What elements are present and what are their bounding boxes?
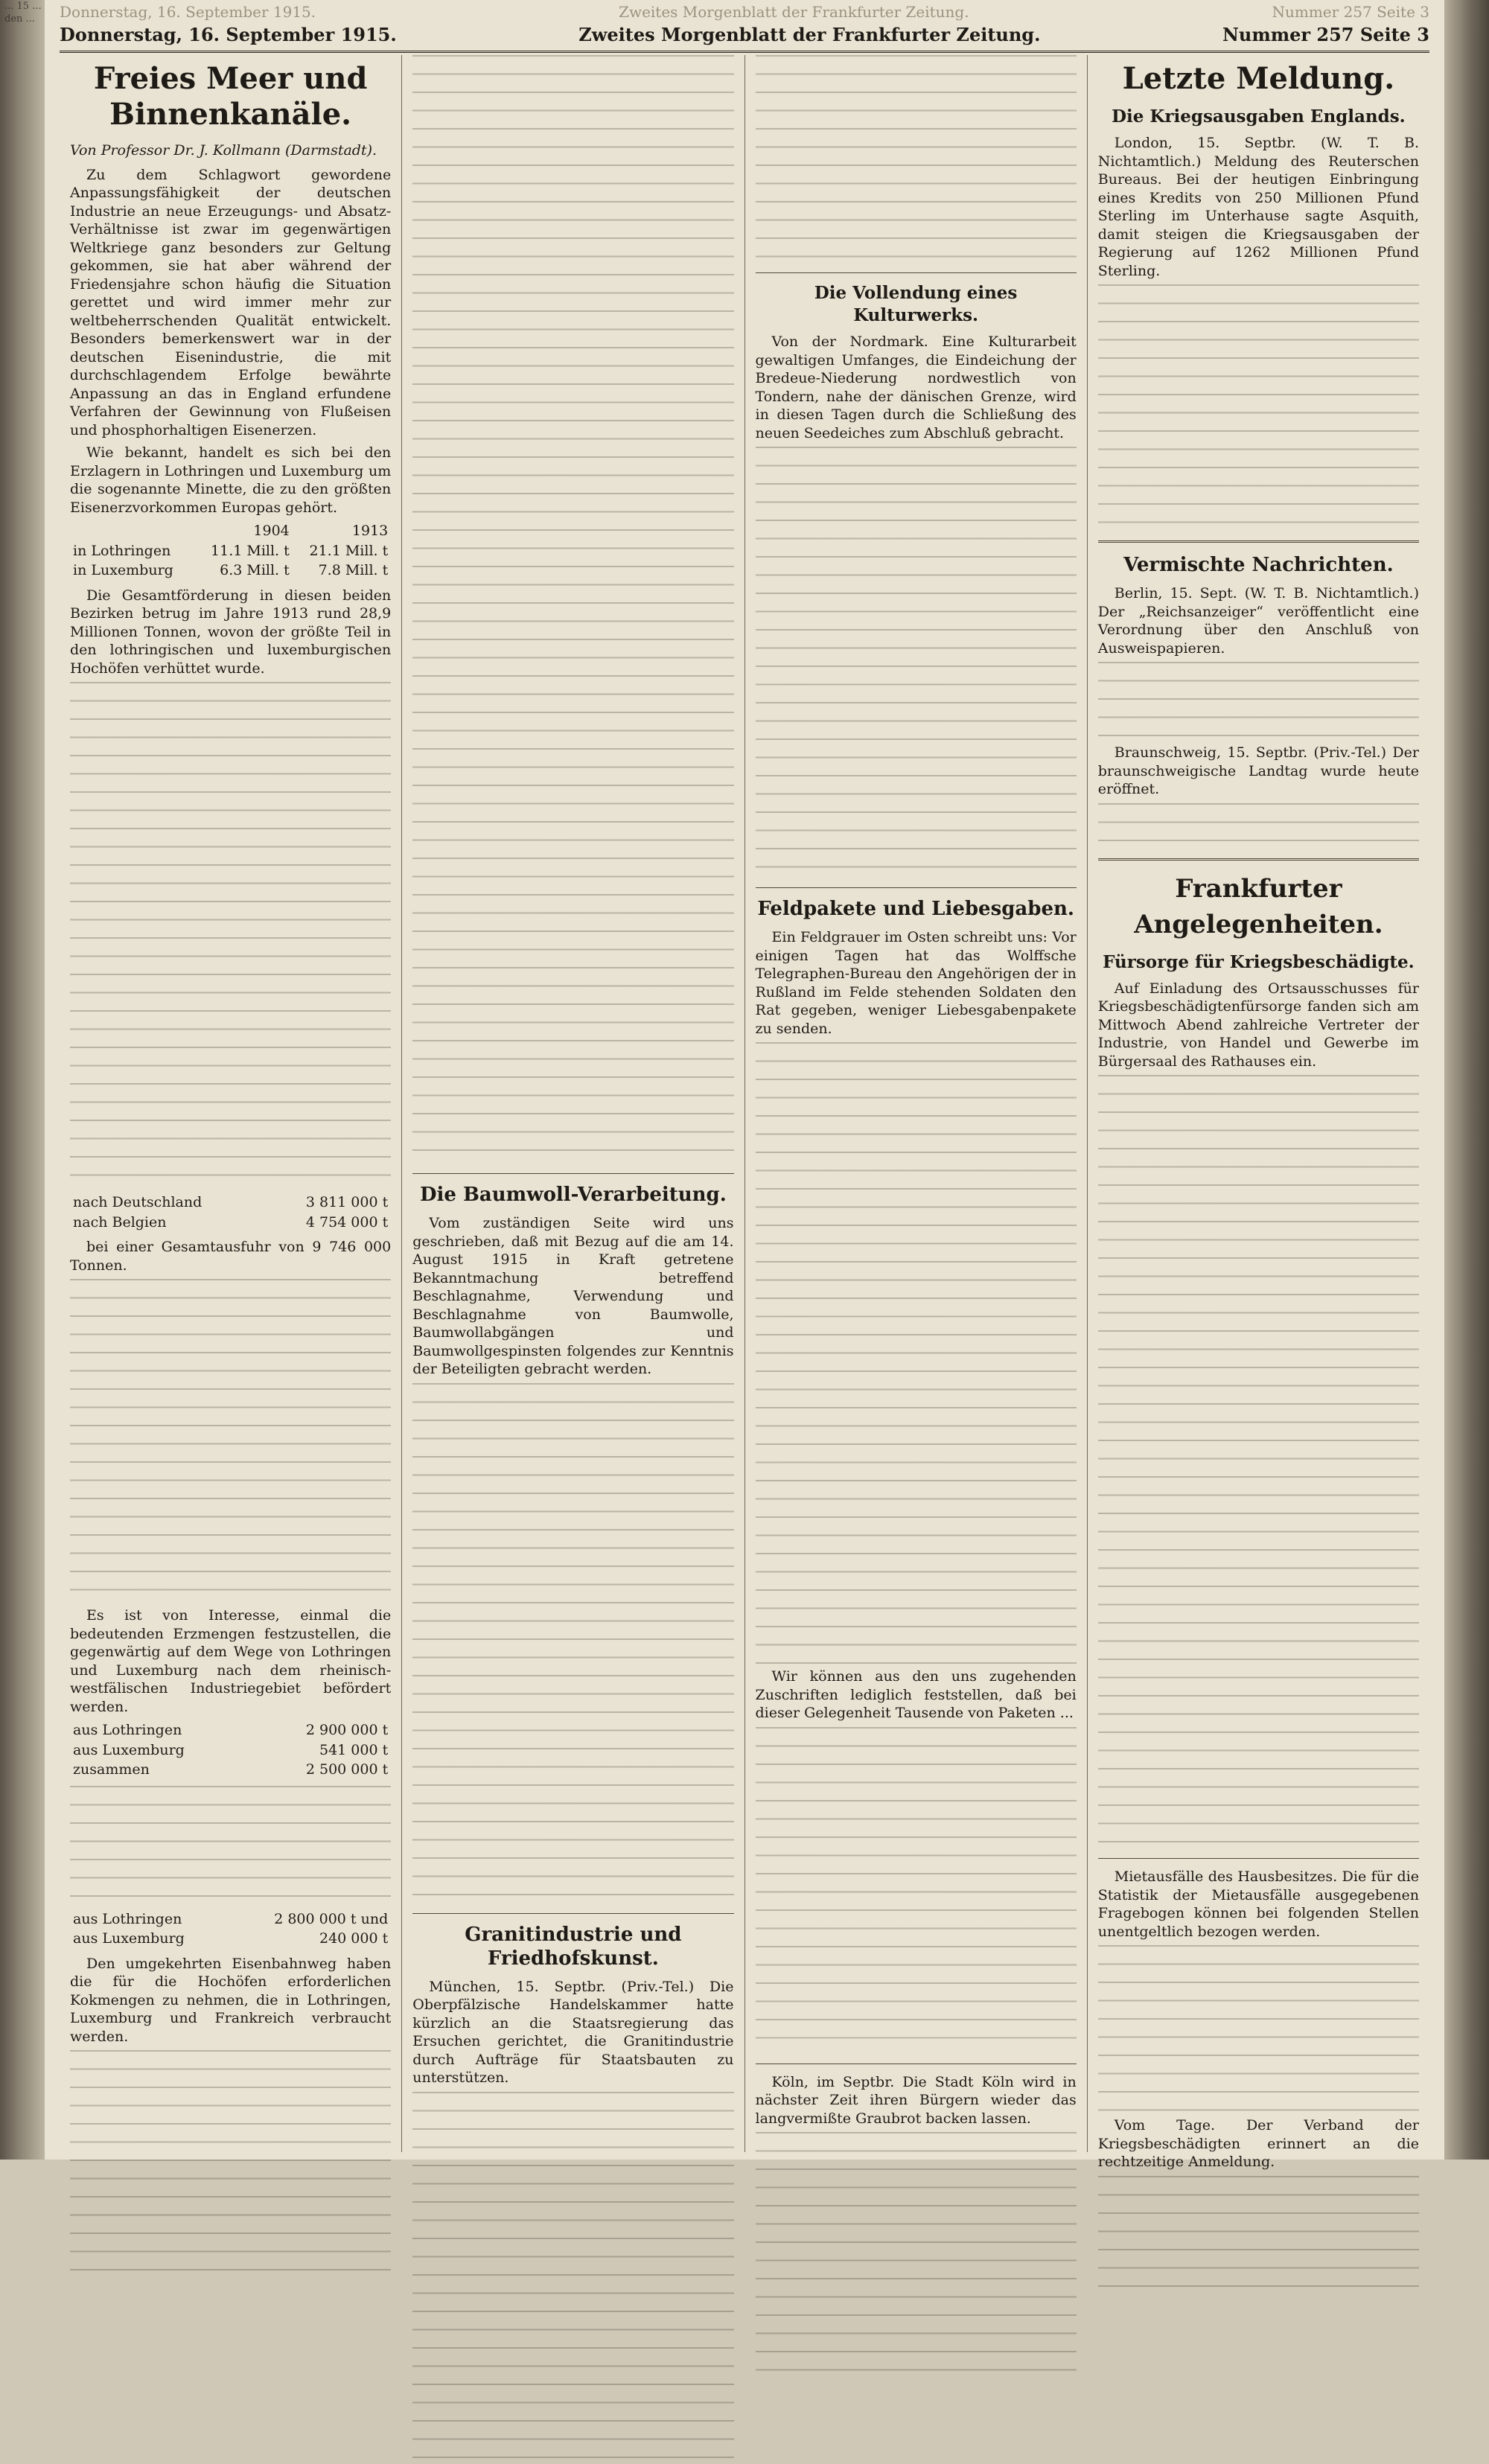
column-1 bbox=[60, 55, 401, 2152]
paragraph: München, 15. Septbr. (Priv.-Tel.) Die Oberpfälzische Handelskammer hatte kürzlich an die Staatsregierung das Ersuchen gerichtet, die Granitindustrie durch Aufträge für Staatsbauten zu unterstützen. bbox=[412, 1978, 734, 2086]
paragraph: London, 15. Septbr. (W. T. B. Nichtamtlich.) Meldung des Reuterschen Bureaus. Bei der heutigen Einbringung eines Kredits von 250 Millionen Pfund Sterling im Unterhause sagte Asquith, damit steigen die Kriegsausgaben der Regierung auf 1262 Millionen Pfund Sterling. bbox=[1097, 135, 1419, 279]
divider bbox=[1098, 858, 1419, 861]
paragraph: Mietausfälle des Hausbesitzes. Die für die Statistik der Mietausfälle ausgegebenen Fragebogen können bei folgenden Stellen unentgeltlich bezogen werden. bbox=[1097, 1868, 1419, 1940]
paragraph: Berlin, 15. Sept. (W. T. B. Nichtamtlich.) Der „Reichsanzeiger“ veröffentlicht eine Verordnung über den Anschluß von Ausweispapieren. bbox=[1097, 585, 1419, 657]
text-lines bbox=[1098, 284, 1419, 530]
text-lines bbox=[756, 2132, 1077, 2385]
paragraph: Auf Einladung des Ortsausschusses für Kriegsbeschädigtenfürsorge fanden sich am Mittwoch Abend zahlreiche Vertreter der Industrie, von Handel und Gewerbe im Bürgersaal des Rathauses ein. bbox=[1097, 980, 1419, 1070]
table-cell: 240 000 t bbox=[319, 1930, 389, 1947]
article-title: Die Baumwoll-Verarbeitung. bbox=[419, 1184, 727, 1206]
table-cell: 11.1 Mill. t bbox=[211, 542, 290, 559]
table-cell: 2 900 000 t bbox=[305, 1722, 389, 1738]
table-header-row bbox=[70, 521, 391, 541]
paragraph: Wir können aus den uns zugehenden Zuschriften lediglich feststellen, daß bei dieser Gelegenheit Tausende von Paketen ... bbox=[755, 1668, 1077, 1721]
masthead-rule bbox=[60, 51, 1429, 53]
table-cell: nach Deutschland bbox=[73, 1194, 203, 1210]
table-row bbox=[70, 1193, 391, 1213]
table-cell: 541 000 t bbox=[319, 1741, 389, 1758]
text-lines bbox=[412, 1383, 733, 1904]
table-header: 1904 bbox=[253, 523, 290, 539]
table-row bbox=[70, 1720, 391, 1740]
table-row bbox=[70, 1740, 391, 1761]
paragraph: Vom Tage. Der Verband der Kriegsbeschädigten erinnert an die rechtzeitige Anmeldung. bbox=[1097, 2117, 1419, 2170]
divider bbox=[1098, 540, 1419, 543]
text-lines bbox=[1098, 803, 1419, 848]
newspaper-page bbox=[45, 0, 1444, 2170]
paragraph: Die Gesamtförderung in diesen beiden Bezirken betrug im Jahre 1913 rund 28,9 Millionen Tonnen, wovon der größte Teil in den lothringischen und luxemburgischen Hochöfen verhüttet wurde. bbox=[70, 587, 392, 677]
text-lines bbox=[70, 1786, 391, 1905]
paragraph: Köln, im Septbr. Die Stadt Köln wird in nächster Zeit ihren Bürgern wieder das langvermißte Graubrot backen lassen. bbox=[755, 2073, 1077, 2127]
text-lines bbox=[756, 447, 1077, 878]
text-lines bbox=[70, 2050, 391, 2273]
text-lines bbox=[70, 682, 391, 1188]
masthead-number: Nummer 257 Seite 3 bbox=[1222, 23, 1429, 45]
article-title: Feldpakete und Liebesgaben. bbox=[757, 898, 1074, 920]
masthead bbox=[60, 19, 1429, 49]
ore-output-table bbox=[70, 521, 391, 581]
masthead-number-faint: Nummer 257 Seite 3 bbox=[1272, 3, 1429, 21]
text-lines bbox=[1098, 662, 1419, 744]
table-cell: zusammen bbox=[73, 1761, 150, 1778]
table-cell: 6.3 Mill. t bbox=[220, 562, 290, 578]
paragraph: Von der Nordmark. Eine Kulturarbeit gewaltigen Umfanges, die Eindeichung der Bredeue-Niederung nordwestlich von Tondern, nahe der dänischen Grenze, wird in diesen Tagen durch die Schließung des neuen Seedeiches zum Abschluß gebracht. bbox=[755, 333, 1077, 441]
divider bbox=[412, 1913, 733, 1914]
text-lines bbox=[70, 1279, 391, 1606]
left-column-fragment: ... 15 ... den ... bbox=[4, 1, 42, 25]
article-title: Granitindustrie und Friedhofskunst. bbox=[465, 1923, 682, 1970]
table-cell: in Lothringen bbox=[73, 542, 171, 559]
table-cell: in Luxemburg bbox=[73, 562, 173, 578]
table-cell: aus Luxemburg bbox=[73, 1930, 185, 1947]
table-cell: aus Lothringen bbox=[73, 1910, 182, 1927]
table-cell: 21.1 Mill. t bbox=[309, 542, 389, 559]
masthead-edition: Zweites Morgenblatt der Frankfurter Zeitung. bbox=[578, 23, 1041, 45]
table-row bbox=[70, 541, 391, 561]
text-lines bbox=[412, 2092, 733, 2464]
masthead-date-faint: Donnerstag, 16. September 1915. bbox=[60, 3, 316, 21]
table-row bbox=[70, 561, 391, 581]
table-header: 1913 bbox=[351, 523, 389, 539]
table-cell: 2 800 000 t und bbox=[274, 1910, 389, 1927]
table-cell: 7.8 Mill. t bbox=[318, 562, 389, 578]
article-title: Freies Meer und Binnenkanäle. bbox=[93, 61, 368, 132]
paragraph: Es ist von Interesse, einmal die bedeutenden Erzmengen festzustellen, die gegenwärtig auf dem Wege von Lothringen und Luxemburg nach dem rheinisch-westfälischen Industriegebiet befördert werden. bbox=[70, 1607, 392, 1715]
transport-table-2 bbox=[70, 1909, 391, 1949]
table-row bbox=[70, 1760, 391, 1780]
article-subtitle: Die Kriegsausgaben Englands. bbox=[1112, 106, 1406, 127]
text-lines bbox=[756, 1042, 1077, 1667]
table-cell: 3 811 000 t bbox=[305, 1194, 389, 1210]
divider bbox=[1098, 1858, 1419, 1859]
table-cell: nach Belgien bbox=[73, 1213, 167, 1231]
divider bbox=[756, 887, 1077, 888]
paragraph: Ein Feldgrauer im Osten schreibt uns: Vor einigen Tagen hat das Wolffsche Telegraphen-Bureau den Angehörigen der in Rußland im Felde stehenden Soldaten den Rat gegeben, weniger Liebesgabenpakete zu senden. bbox=[755, 929, 1077, 1037]
table-cell: aus Lothringen bbox=[73, 1722, 182, 1738]
masthead-show-through bbox=[60, 3, 1429, 21]
table-cell: aus Luxemburg bbox=[73, 1741, 185, 1758]
paragraph: bei einer Gesamtausfuhr von 9 746 000 Tonnen. bbox=[70, 1239, 392, 1274]
paragraph: Vom zuständigen Seite wird uns geschrieben, daß mit Bezug auf die am 14. August 1915 in Kraft getretene Bekanntmachung betreffend Beschlagnahme, Verwendung und Beschlagnahme von Baumwolle, Baumwollabgängen und Baumwollgespinsten folgendes zur Kenntnis der Beteiligten gebracht werden. bbox=[412, 1215, 734, 1377]
table-row bbox=[70, 1909, 391, 1930]
text-lines bbox=[412, 55, 733, 1164]
paragraph: Wie bekannt, handelt es sich bei den Erzlagern in Lothringen und Luxemburg um die sogenannte Minette, die zu den größten Eisenerzvorkommen Europas gehört. bbox=[70, 444, 392, 516]
columns bbox=[60, 55, 1429, 2170]
paragraph: Den umgekehrten Eisenbahnweg haben die für die Hochöfen erforderlichen Kokmengen zu nehmen, die in Lothringen, Luxemburg und Frankreich verbraucht werden. bbox=[70, 1955, 392, 2045]
masthead-edition-faint: Zweites Morgenblatt der Frankfurter Zeitung. bbox=[619, 3, 969, 21]
article-title: Vermischte Nachrichten. bbox=[1123, 554, 1394, 576]
paragraph: Zu dem Schlagwort gewordene Anpassungsfähigkeit der deutschen Industrie an neue Erzeugungs- und Absatz-Verhältnisse ist zwar im gegenwärtigen Weltkriege ganz besonders zur Geltung gekommen, sie hat aber während der Friedensjahre schon häufig die Situation gerettet und wird immer mehr zur weltbeherrschenden Qualität entwickelt. Besonders bemerkenswert war in der deutschen Eisenindustrie, die mit durchschlagendem Erfolge bewährte Anpassung an das in England erfundene Verfahren der Gewinnung von Flußeisen und phosphorhaltigen Eisenerzen. bbox=[70, 166, 392, 438]
masthead-date: Donnerstag, 16. September 1915. bbox=[60, 23, 397, 45]
article-title: Frankfurter Angelegenheiten. bbox=[1134, 873, 1383, 939]
text-lines bbox=[1098, 1075, 1419, 1849]
text-lines bbox=[756, 1727, 1077, 2055]
text-lines bbox=[1098, 2176, 1419, 2288]
divider bbox=[756, 272, 1077, 273]
column-2 bbox=[401, 55, 744, 2152]
text-lines bbox=[1098, 1945, 1419, 2116]
text-lines bbox=[756, 55, 1077, 264]
table-cell: 4 754 000 t bbox=[305, 1213, 389, 1231]
column-4 bbox=[1087, 55, 1429, 2170]
divider bbox=[412, 1173, 733, 1174]
column-3 bbox=[744, 55, 1087, 2152]
table-cell: 2 500 000 t bbox=[305, 1761, 389, 1778]
article-byline: Von Professor Dr. J. Kollmann (Darmstadt). bbox=[70, 142, 377, 159]
transport-table bbox=[70, 1720, 391, 1780]
book-spine bbox=[0, 0, 45, 2160]
table-row bbox=[70, 1213, 391, 1233]
article-title: Die Vollendung eines Kulturwerks. bbox=[814, 283, 1018, 325]
page-edge bbox=[1444, 0, 1489, 2160]
article-title: Letzte Meldung. bbox=[1122, 61, 1395, 96]
article-subtitle: Fürsorge für Kriegsbeschädigte. bbox=[1103, 951, 1415, 972]
table-row bbox=[70, 1929, 391, 1949]
export-table bbox=[70, 1193, 391, 1232]
paragraph: Braunschweig, 15. Septbr. (Priv.-Tel.) Der braunschweigische Landtag wurde heute eröffnet. bbox=[1097, 744, 1419, 797]
